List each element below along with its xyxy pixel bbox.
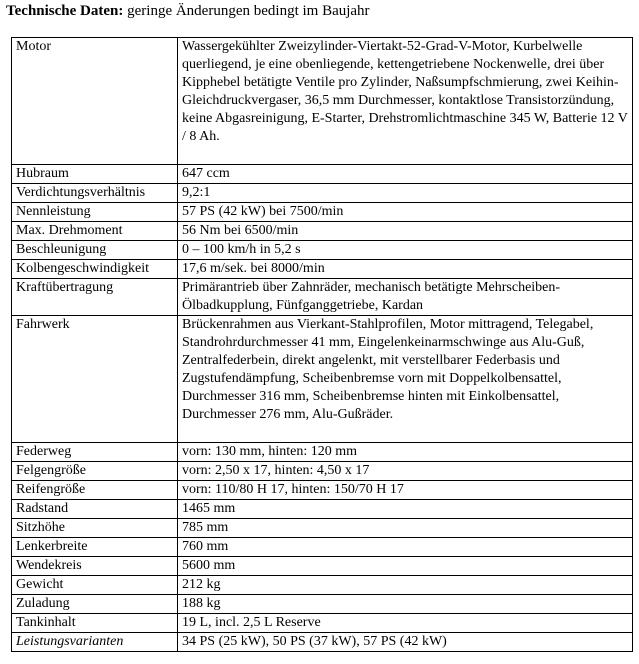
spec-value: Brückenrahmen aus Vierkant-Stahlprofilen, Motor mittragend, Telegabel, Standrohrdurchmesser 41 mm, Eingelenkeinarmschwinge aus Alu-Guß, Zentralfederbein, direkt angelenkt, mit verstellbarer Federbasis und Zugstufendämpfung, Scheibenbremse vorn mit Doppelkolbensattel, Durchmesser 316 mm, Scheibenbremse hinten mit Einkolbensattel, Durchmesser 276 mm, Alu-Gußräder.: [178, 316, 633, 443]
spec-key: Zuladung: [12, 595, 178, 614]
spec-key: Gewicht: [12, 576, 178, 595]
spec-value: 17,6 m/sek. bei 8000/min: [178, 260, 633, 279]
spec-value: 785 mm: [178, 519, 633, 538]
table-row: [12, 279, 633, 316]
spec-value: 5600 mm: [178, 557, 633, 576]
spec-key: Verdichtungsverhältnis: [12, 184, 178, 203]
spec-value: 188 kg: [178, 595, 633, 614]
spec-key: Kraftübertragung: [12, 279, 178, 316]
spec-key: Wendekreis: [12, 557, 178, 576]
spec-value: Primärantrieb über Zahnräder, mechanisch betätigte Mehrscheiben-Ölbadkupplung, Fünfganggetriebe, Kardan: [178, 279, 633, 316]
spec-value: 647 ccm: [178, 165, 633, 184]
spec-value: 212 kg: [178, 576, 633, 595]
spec-key: Federweg: [12, 443, 178, 462]
spec-key: Tankinhalt: [12, 614, 178, 633]
table-row: [12, 633, 633, 652]
table-row: [12, 316, 633, 443]
table-row: [12, 538, 633, 557]
spec-key: Felgengröße: [12, 462, 178, 481]
spec-value: vorn: 110/80 H 17, hinten: 150/70 H 17: [178, 481, 633, 500]
table-row: [12, 481, 633, 500]
table-row: [12, 165, 633, 184]
table-row: [12, 443, 633, 462]
table-row: [12, 557, 633, 576]
spec-key: Beschleunigung: [12, 241, 178, 260]
spec-value: 57 PS (42 kW) bei 7500/min: [178, 203, 633, 222]
spec-key: Max. Drehmoment: [12, 222, 178, 241]
spec-key: Sitzhöhe: [12, 519, 178, 538]
spec-key: Reifengröße: [12, 481, 178, 500]
spec-key: Fahrwerk: [12, 316, 178, 443]
spec-value: 19 L, incl. 2,5 L Reserve: [178, 614, 633, 633]
spec-table: [11, 37, 633, 652]
spec-value: 9,2:1: [178, 184, 633, 203]
table-row: [12, 576, 633, 595]
spec-value: Wassergekühlter Zweizylinder-Viertakt-52-Grad-V-Motor, Kurbelwelle querliegend, je eine obenliegende, kettengetriebene Nockenwelle, drei über Kipphebel betätigte Ventile pro Zylinder, Naßsumpfschmierung, zwei Keihin-Gleichdruckvergaser, 36,5 mm Durchmesser, kontaktlose Transistorzündung, keine Abgasreinigung, E-Starter, Drehstromlichtmaschine 345 W, Batterie 12 V / 8 Ah.: [178, 38, 633, 165]
spec-key: Lenkerbreite: [12, 538, 178, 557]
spec-value: 56 Nm bei 6500/min: [178, 222, 633, 241]
spec-key: Nennleistung: [12, 203, 178, 222]
table-row: [12, 500, 633, 519]
spec-value: 1465 mm: [178, 500, 633, 519]
spec-key: Leistungsvarianten: [12, 633, 178, 652]
table-row: [12, 38, 633, 165]
heading-label: Technische Daten:: [6, 3, 124, 19]
table-row: [12, 222, 633, 241]
table-row: [12, 595, 633, 614]
table-row: [12, 519, 633, 538]
spec-value: 34 PS (25 kW), 50 PS (37 kW), 57 PS (42 kW): [178, 633, 633, 652]
spec-key: Motor: [12, 38, 178, 165]
spec-key: Hubraum: [12, 165, 178, 184]
table-row: [12, 462, 633, 481]
table-row: [12, 203, 633, 222]
table-row: [12, 241, 633, 260]
heading-note: geringe Änderungen bedingt im Baujahr: [123, 3, 370, 19]
table-row: [12, 184, 633, 203]
spec-value: vorn: 130 mm, hinten: 120 mm: [178, 443, 633, 462]
spec-key: Radstand: [12, 500, 178, 519]
spec-key: Kolbengeschwindigkeit: [12, 260, 178, 279]
spec-value: 0 – 100 km/h in 5,2 s: [178, 241, 633, 260]
table-row: [12, 614, 633, 633]
document-heading: [6, 2, 370, 20]
table-row: [12, 260, 633, 279]
spec-value: 760 mm: [178, 538, 633, 557]
spec-value: vorn: 2,50 x 17, hinten: 4,50 x 17: [178, 462, 633, 481]
